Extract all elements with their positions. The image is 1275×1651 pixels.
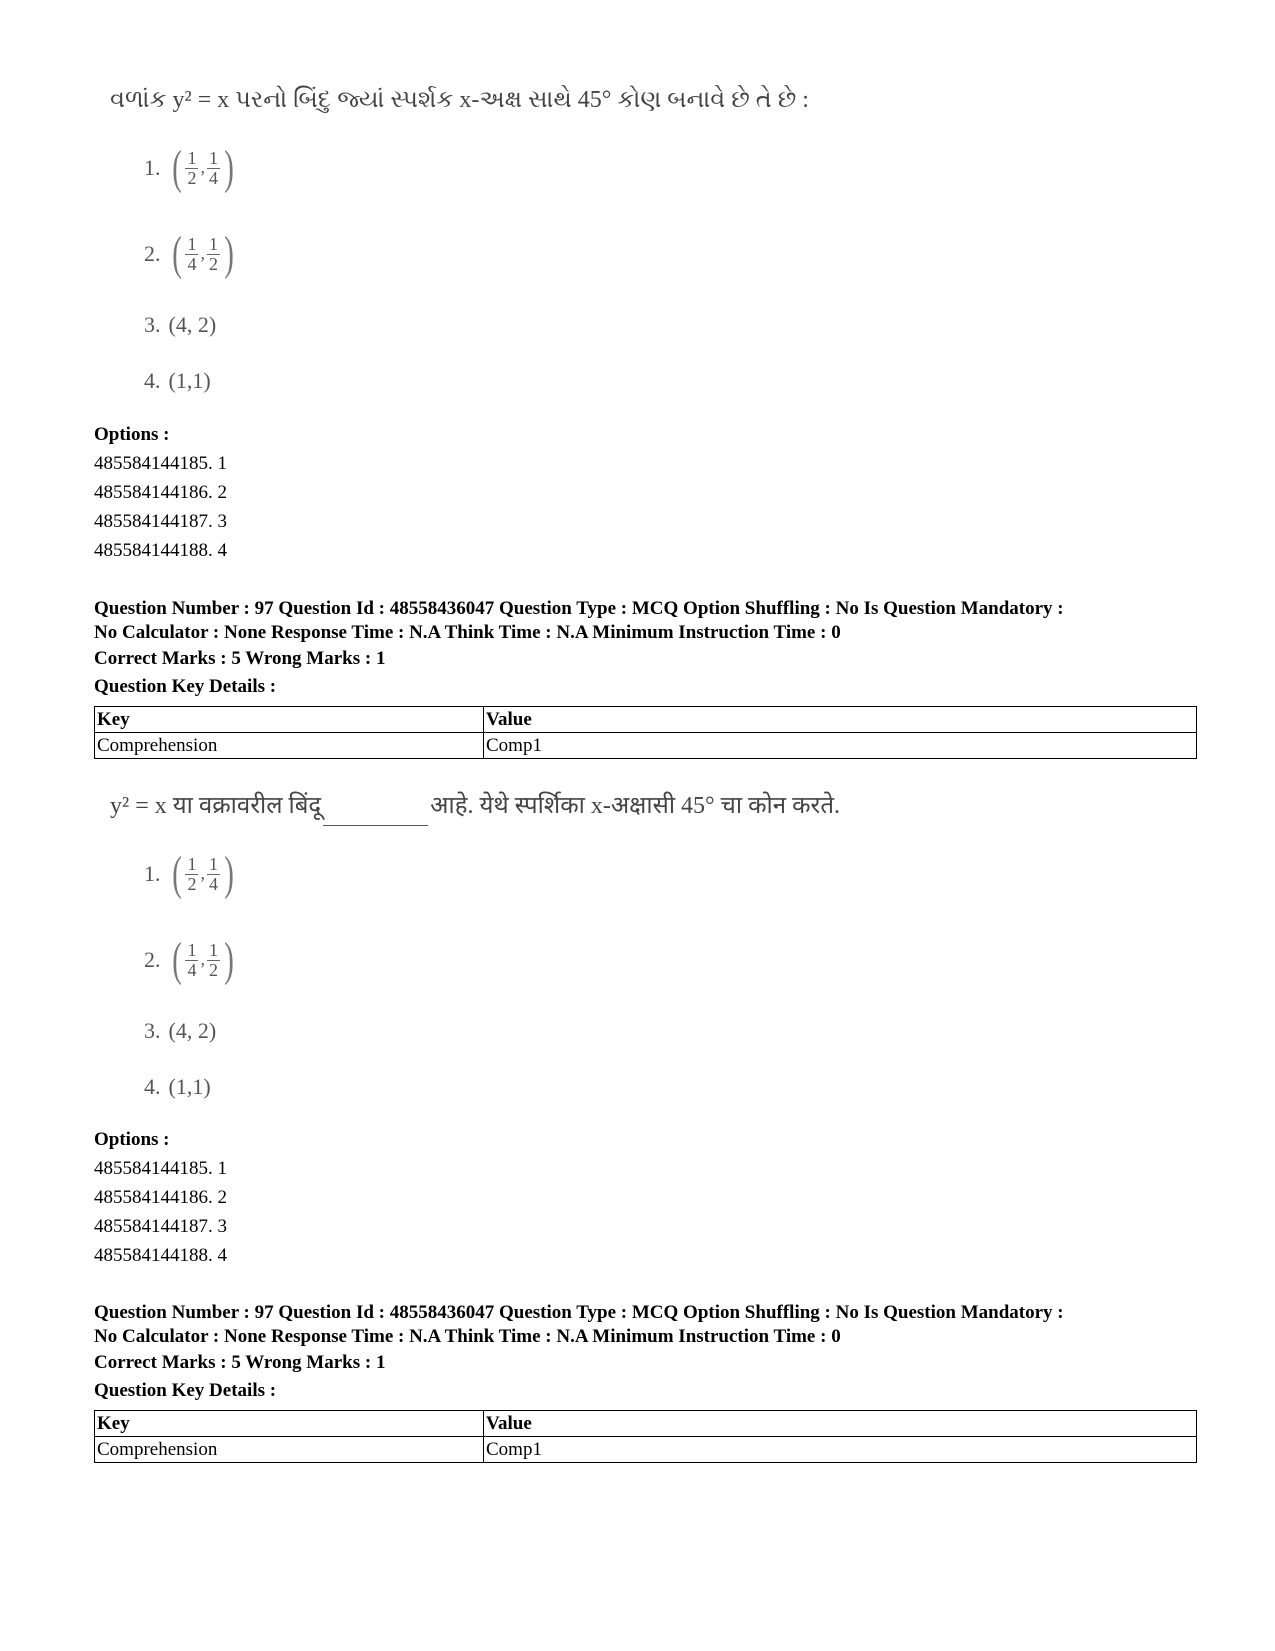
question-stem: y² = x या वक्रावरील बिंदू आहे. येथे स्पर्शिका x-अक्षासी 45° चा कोन करते. — [110, 786, 870, 826]
question-meta-line1: Question Number : 97 Question Id : 48558436047 Question Type : MCQ Option Shuffling : No Is Question Mandatory : — [94, 1302, 1064, 1323]
question-meta-line2: No Calculator : None Response Time : N.A Think Time : N.A Minimum Instruction Time : 0 — [94, 622, 841, 643]
key-details-label: Question Key Details : — [94, 1380, 277, 1401]
table-header-key: Key — [95, 707, 484, 733]
option-item: 485584144188. 4 — [94, 540, 227, 561]
marks-line: Correct Marks : 5 Wrong Marks : 1 — [94, 1352, 386, 1373]
table-cell: Comp1 — [484, 1437, 1197, 1463]
table-header-row — [95, 1411, 1197, 1437]
option-2-image: 2. ( $\frac{1}{4}$ , $\frac{1}{2}$ ) — [144, 227, 234, 280]
table-header-key: Key — [95, 1411, 484, 1437]
option-3-image: 3. (4, 2) — [144, 1018, 217, 1043]
key-details-label: Question Key Details : — [94, 676, 277, 697]
table-row — [95, 1437, 1197, 1463]
table-cell: Comprehension — [95, 733, 484, 759]
option-1-image: 1. ( $\frac{1}{2}$ , $\frac{1}{4}$ ) — [144, 141, 234, 194]
option-item: 485584144186. 2 — [94, 1187, 227, 1208]
question-image-marathi — [110, 786, 870, 1099]
options-list — [94, 421, 1194, 565]
key-details-table — [94, 1410, 1197, 1463]
option-item: 485584144187. 3 — [94, 511, 227, 532]
question-meta-line1: Question Number : 97 Question Id : 48558436047 Question Type : MCQ Option Shuffling : No Is Question Mandatory : — [94, 598, 1064, 619]
table-header-value: Value — [484, 707, 1197, 733]
options-label: Options : — [94, 424, 170, 445]
question-image-gujarati — [110, 80, 870, 393]
key-details-table — [94, 706, 1197, 759]
table-header-value: Value — [484, 1411, 1197, 1437]
option-4-image: 4. (1,1) — [144, 1074, 211, 1099]
table-row — [95, 733, 1197, 759]
question-header — [94, 597, 1194, 701]
option-4-image: 4. (1,1) — [144, 368, 211, 393]
question-meta-line2: No Calculator : None Response Time : N.A Think Time : N.A Minimum Instruction Time : 0 — [94, 1326, 841, 1347]
option-3-image: 3. (4, 2) — [144, 312, 217, 337]
option-item: 485584144187. 3 — [94, 1216, 227, 1237]
option-item: 485584144185. 1 — [94, 453, 227, 474]
options-list — [94, 1126, 1194, 1270]
question-stem: વળાંક y² = x પરનો બિંદુ જ્યાં સ્પર્શક x-અક્ષ સાથે 45° કોણ બનાવે છે તે છે : — [110, 87, 809, 113]
table-cell: Comprehension — [95, 1437, 484, 1463]
table-cell: Comp1 — [484, 733, 1197, 759]
table-header-row — [95, 707, 1197, 733]
options-label: Options : — [94, 1129, 170, 1150]
question-header — [94, 1301, 1194, 1405]
option-1-image: 1. ( $\frac{1}{2}$ , $\frac{1}{4}$ ) — [144, 847, 234, 900]
marks-line: Correct Marks : 5 Wrong Marks : 1 — [94, 648, 386, 669]
option-item: 485584144185. 1 — [94, 1158, 227, 1179]
answer-blank — [323, 805, 428, 826]
option-item: 485584144188. 4 — [94, 1245, 227, 1266]
option-item: 485584144186. 2 — [94, 482, 227, 503]
option-2-image: 2. ( $\frac{1}{4}$ , $\frac{1}{2}$ ) — [144, 933, 234, 986]
